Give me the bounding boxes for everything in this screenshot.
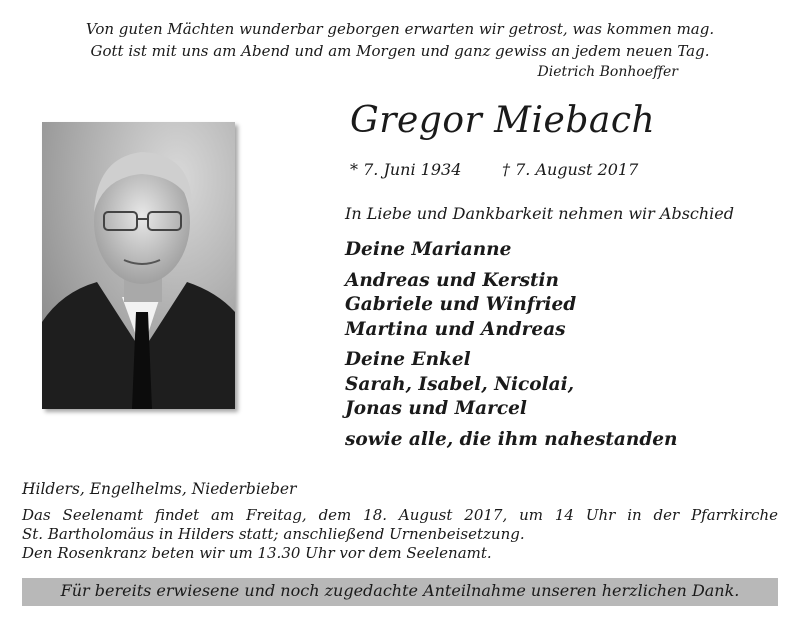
deceased-name: Gregor Miebach (350, 100, 656, 141)
places: Hilders, Engelhelms, Niederbieber (22, 480, 297, 498)
quote (0, 18, 800, 62)
portrait-illustration (42, 122, 235, 409)
portrait-photo (42, 122, 235, 409)
thanks-text: Für bereits erwiesene und noch zugedachte Anteilnahme unseren herzlichen Dank. (60, 581, 740, 600)
mourners-list (345, 238, 678, 452)
farewell-text: In Liebe und Dankbarkeit nehmen wir Abschied (345, 204, 735, 223)
service-info (22, 506, 778, 563)
service-line-3: Den Rosenkranz beten wir um 13.30 Uhr vor dem Seelenamt. (22, 544, 492, 562)
grandchildren-label: Deine Enkel (345, 349, 471, 370)
life-dates (350, 160, 638, 179)
mourner-wife: Deine Marianne (345, 239, 512, 260)
grandchildren-names: Jonas und Marcel (345, 398, 527, 419)
grandchildren-names: Sarah, Isabel, Nicolai, (345, 373, 575, 395)
quote-author: Dietrich Bonhoeffer (537, 64, 678, 80)
mourner-child: Martina und Andreas (345, 318, 566, 340)
mourner-others: sowie alle, die ihm nahestanden (345, 428, 678, 450)
mourner-child: Gabriele und Winfried (345, 294, 577, 315)
quote-line-2: Gott ist mit uns am Abend und am Morgen und ganz gewiss an jedem neuen Tag. (90, 42, 710, 60)
service-line-2: St. Bartholomäus in Hilders statt; anschließend Urnenbeisetzung. (22, 525, 525, 543)
mourner-child: Andreas und Kerstin (345, 269, 560, 291)
death-date: † 7. August 2017 (502, 160, 639, 179)
service-line-1: Das Seelenamt findet am Freitag, dem 18. August 2017, um 14 Uhr in der Pfarrkirche (22, 506, 778, 524)
quote-line-1: Von guten Mächten wunderbar geborgen erwarten wir getrost, was kommen mag. (85, 20, 715, 38)
birth-date: * 7. Juni 1934 (350, 160, 462, 179)
